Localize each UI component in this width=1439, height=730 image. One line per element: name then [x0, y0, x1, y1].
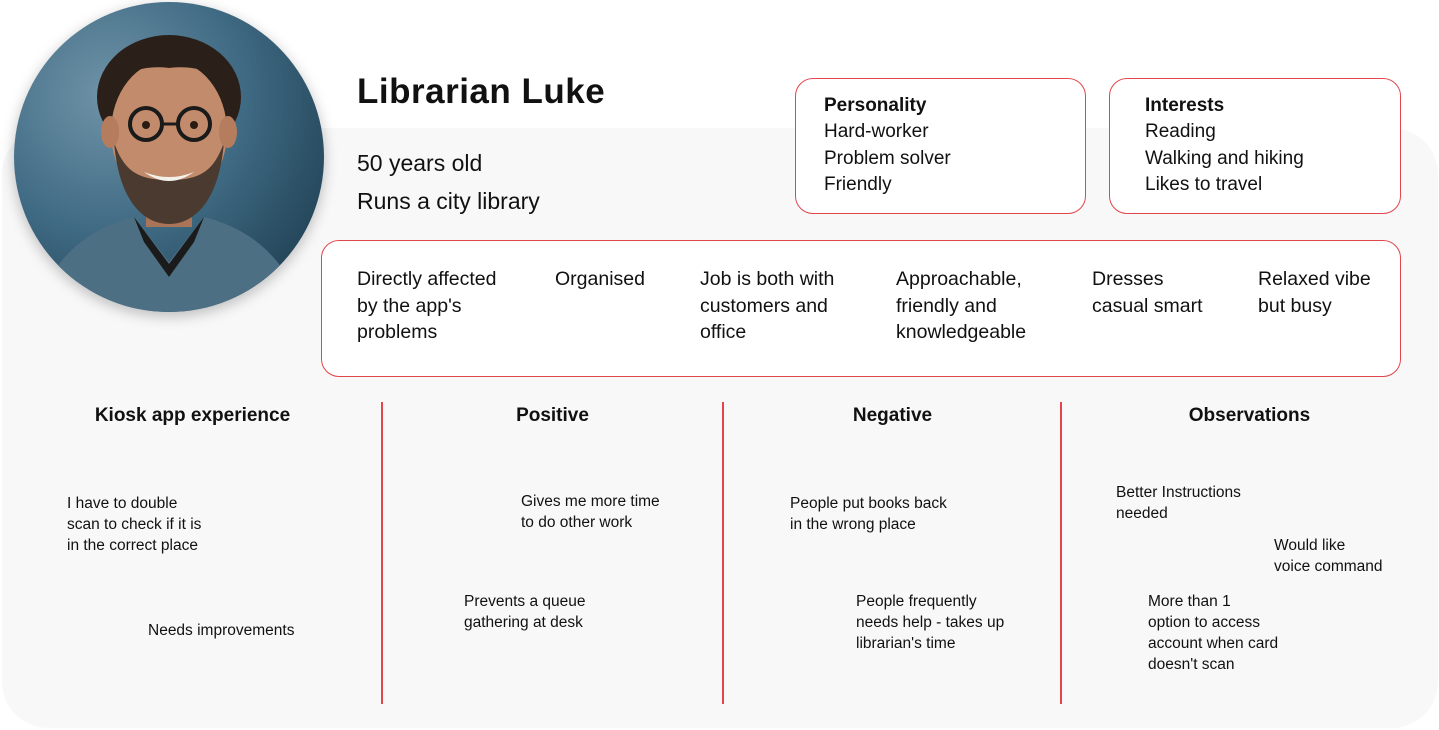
persona-role: Runs a city library — [357, 188, 540, 214]
column-heading-positive: Positive — [516, 405, 589, 426]
note-item: Better Instructions needed — [1116, 484, 1241, 522]
interests-box — [1109, 78, 1401, 214]
personality-title: Personality — [824, 95, 927, 116]
persona-age: 50 years old — [357, 150, 483, 176]
note-item: Would like voice command — [1274, 537, 1383, 575]
note-item: Prevents a queue gathering at desk — [464, 593, 586, 631]
attribute-item: Relaxed vibe but busy — [1258, 268, 1371, 317]
column-heading-negative: Negative — [852, 405, 933, 426]
note-item: Needs improvements — [148, 622, 295, 639]
attribute-item: Job is both with customers and office — [700, 268, 835, 343]
interests-title: Interests — [1145, 95, 1225, 116]
attribute-item: Approachable, friendly and knowledgeable — [896, 268, 1027, 343]
note-item: More than 1 option to access account when card doesn't scan — [1148, 593, 1279, 673]
persona-photo — [14, 2, 324, 312]
persona-name: Librarian Luke — [357, 72, 606, 111]
column-divider — [381, 402, 383, 704]
personality-item: Hard-worker — [824, 121, 929, 142]
attribute-item: Directly affected by the app's problems — [357, 268, 497, 343]
portrait-illustration — [14, 2, 324, 312]
personality-box — [795, 78, 1086, 214]
attribute-item: Organised — [555, 268, 645, 290]
interests-item: Likes to travel — [1145, 174, 1263, 195]
column-heading-observations: Observations — [1188, 405, 1311, 426]
note-item: I have to double scan to check if it is in the correct place — [67, 495, 202, 554]
personality-item: Problem solver — [824, 147, 951, 169]
column-divider — [1060, 402, 1062, 704]
note-item: People frequently needs help - takes up librarian's time — [856, 593, 1005, 652]
attribute-item: Dresses casual smart — [1092, 268, 1203, 317]
column-divider — [722, 402, 724, 704]
interests-item: Reading — [1145, 121, 1216, 142]
column-heading-kiosk: Kiosk app experience — [94, 405, 291, 426]
interests-item: Walking and hiking — [1145, 147, 1304, 169]
personality-item: Friendly — [824, 174, 892, 195]
note-item: People put books back in the wrong place — [790, 495, 947, 533]
note-item: Gives me more time to do other work — [521, 493, 660, 531]
